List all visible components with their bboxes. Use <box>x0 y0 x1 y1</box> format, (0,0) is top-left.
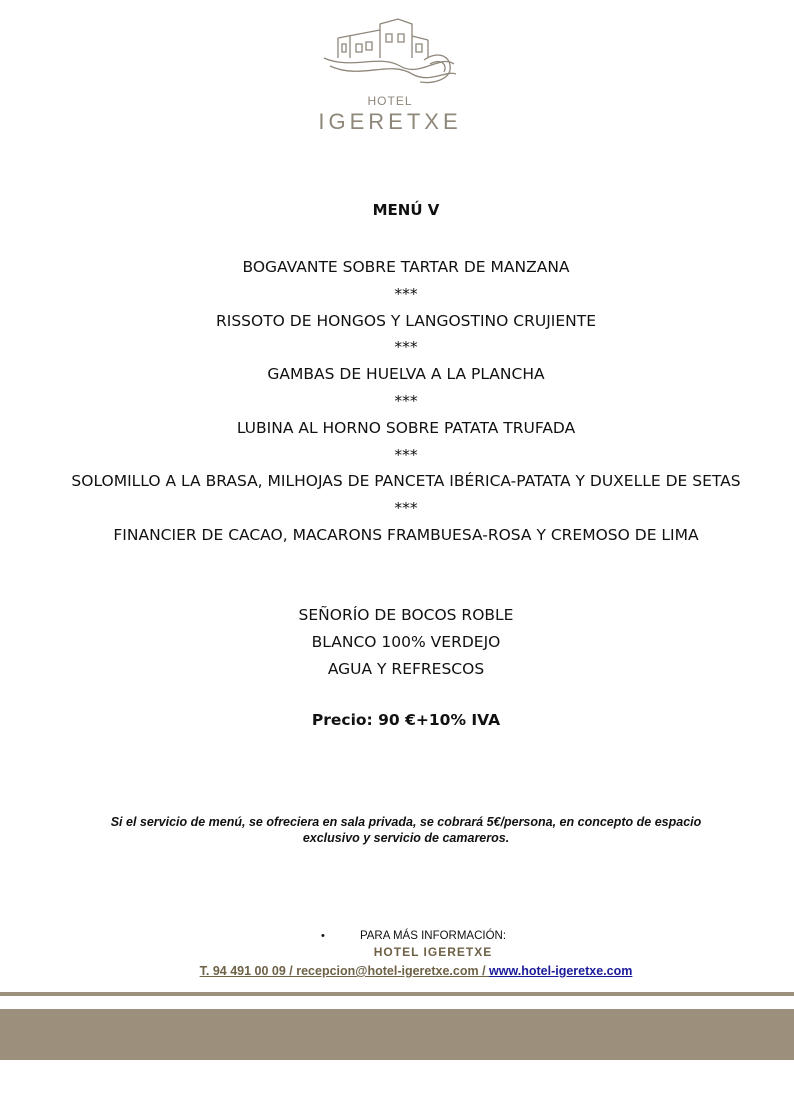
menu-title: MENÚ V <box>372 201 440 219</box>
private-room-note <box>90 814 722 846</box>
dish-item: RISSOTO DE HONGOS Y LANGOSTINO CRUJIENTE <box>215 311 597 330</box>
hotel-building-icon <box>320 14 460 94</box>
note-line: exclusivo y servicio de camareros. <box>302 831 510 845</box>
drink-list <box>0 602 794 683</box>
note-line: Si el servicio de menú, se ofreciera en sala privada, se cobrará 5€/persona, en concepto de espacio <box>110 815 702 829</box>
dish-separator: *** <box>394 391 418 410</box>
contact-line <box>0 964 794 978</box>
dish-item: FINANCIER DE CACAO, MACARONS FRAMBUESA-ROSA Y CREMOSO DE LIMA <box>113 525 699 544</box>
drink-item: BLANCO 100% VERDEJO <box>311 633 501 651</box>
contact-phone-email[interactable]: T. 94 491 00 09 / recepcion@hotel-igeretxe.com / <box>199 964 490 978</box>
footer-hotel-name: HOTEL IGERETXE <box>373 945 493 959</box>
drink-item: SEÑORÍO DE BOCOS ROBLE <box>298 606 514 624</box>
website-link[interactable]: www.hotel-igeretxe.com <box>489 964 633 978</box>
drink-item: AGUA Y REFRESCOS <box>327 660 485 678</box>
dish-item: SOLOMILLO A LA BRASA, MILHOJAS DE PANCETA IBÉRICA-PATATA Y DUXELLE DE SETAS <box>71 472 741 491</box>
dish-separator: *** <box>394 499 418 518</box>
logo-text-name: IGERETXE <box>318 109 462 134</box>
menu-price: Precio: 90 €+10% IVA <box>311 711 501 729</box>
footer-band <box>0 1009 794 1060</box>
logo-text-hotel: HOTEL <box>367 94 413 108</box>
dish-separator: *** <box>394 445 418 464</box>
dish-separator: *** <box>394 284 418 303</box>
dish-item: LUBINA AL HORNO SOBRE PATATA TRUFADA <box>236 418 576 437</box>
bullet-icon: • <box>321 930 325 942</box>
dish-item: GAMBAS DE HUELVA A LA PLANCHA <box>267 365 545 384</box>
dish-separator: *** <box>394 338 418 357</box>
footer-divider <box>0 992 794 996</box>
dish-item: BOGAVANTE SOBRE TARTAR DE MANZANA <box>242 258 570 276</box>
hotel-logo <box>300 14 480 134</box>
dish-list <box>0 254 794 549</box>
info-label: PARA MÁS INFORMACIÓN: <box>359 930 507 942</box>
